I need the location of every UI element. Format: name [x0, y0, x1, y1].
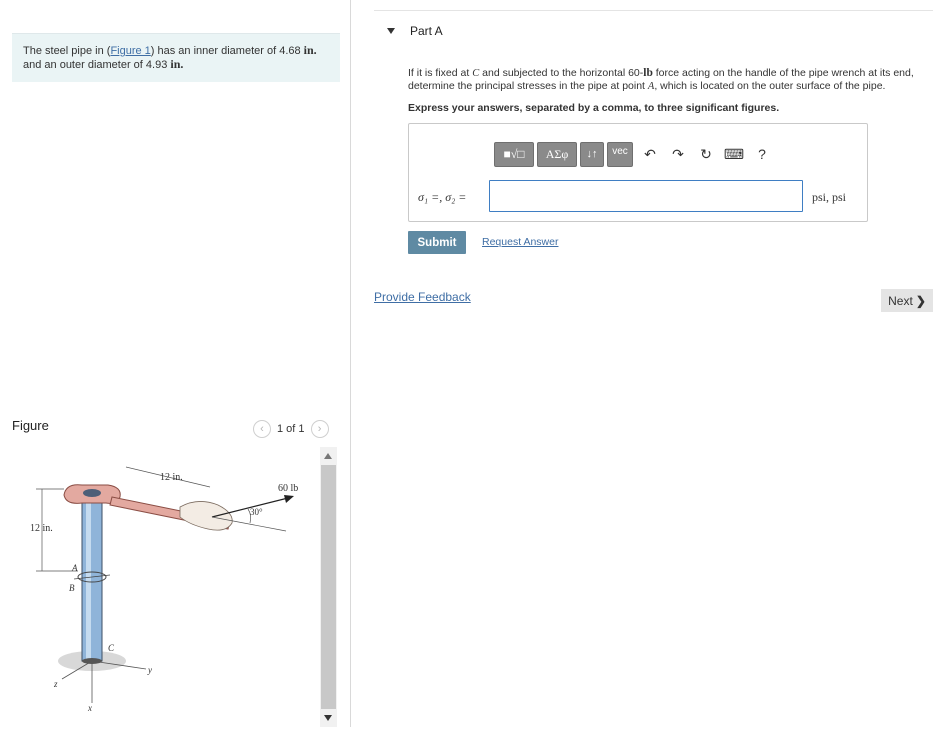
problem-text-inner: ) has an inner diameter of 4.68 [150, 45, 301, 57]
point-c-label: C [108, 643, 115, 653]
wrench-jaw [83, 489, 101, 497]
force-label: 60 lb [278, 483, 299, 494]
part-header[interactable] [374, 10, 933, 52]
part-label: Part A [410, 24, 443, 38]
sigma-label: σ₁ =, σ₂ = [418, 190, 467, 204]
question-part-1: If it is fixed at [408, 67, 470, 79]
axis-y-label: y [148, 665, 152, 675]
question-part-3: force acting on the handle of the pipe wrench at its end, determine the principal stresses in the pipe at point [408, 67, 914, 92]
next-button[interactable] [881, 289, 933, 312]
problem-text-outer: and an outer diameter of 4.93 [23, 59, 168, 71]
unit-lb: lb [643, 67, 653, 79]
right-panel [351, 0, 933, 727]
greek-button[interactable]: ΑΣφ [537, 142, 577, 167]
collapse-caret-icon[interactable] [387, 28, 395, 34]
vec-button[interactable]: vec [607, 142, 633, 167]
scroll-up-icon[interactable] [324, 453, 332, 459]
figure-scrollbar[interactable] [320, 447, 337, 727]
submit-button[interactable]: Submit [408, 231, 466, 254]
pipe-base [82, 658, 102, 664]
arrows-button[interactable]: ↓↑ [580, 142, 604, 167]
unit-in-2: in. [170, 57, 184, 71]
answer-instruction: Express your answers, separated by a comma, to three significant figures. [408, 102, 780, 114]
point-b-label: B [69, 583, 75, 593]
unit-in-1: in. [303, 43, 317, 57]
figure-pager [253, 420, 329, 438]
scroll-thumb[interactable] [321, 465, 336, 709]
redo-icon[interactable]: ↷ [672, 145, 684, 162]
figure-title: Figure [12, 418, 49, 433]
dim-label-top: 12 in. [160, 472, 183, 483]
request-answer-link[interactable]: Request Answer [482, 236, 559, 248]
chevron-right-icon: ❯ [915, 293, 926, 308]
axis-x-label: x [88, 703, 92, 713]
dim-label-left: 12 in. [30, 523, 53, 534]
point-c-ref: C [472, 68, 480, 79]
figure-page-count: 1 of 1 [277, 423, 305, 435]
prev-figure-button[interactable]: ‹ [253, 420, 271, 438]
pipe-wrench-diagram [12, 447, 319, 727]
hand [180, 501, 232, 530]
keyboard-icon[interactable]: ⌨ [723, 145, 745, 162]
figure-link[interactable]: Figure 1 [110, 45, 151, 57]
next-label: Next [888, 293, 913, 308]
point-a-ref: A [647, 81, 655, 92]
provide-feedback-link[interactable]: Provide Feedback [374, 290, 471, 304]
reset-icon[interactable]: ↻ [700, 145, 712, 162]
scroll-down-icon[interactable] [324, 715, 332, 721]
answer-input[interactable] [489, 180, 803, 212]
force-arrowhead [284, 495, 294, 503]
math-toolbar [494, 141, 776, 167]
problem-text: The steel pipe in ( [23, 45, 111, 57]
help-icon[interactable]: ? [758, 146, 766, 162]
figure-image [12, 447, 319, 727]
units-label: psi, psi [812, 190, 847, 204]
problem-statement [12, 33, 340, 82]
undo-icon[interactable]: ↶ [644, 145, 656, 162]
question-text [408, 67, 933, 93]
question-part-4: , which is located on the outer surface of the pipe. [654, 80, 886, 92]
axis-z-label: z [54, 679, 58, 689]
angle-label: 30° [250, 507, 263, 517]
left-panel [0, 0, 350, 727]
point-a-label: A [72, 563, 78, 573]
pipe-highlight [86, 491, 91, 661]
answer-box [408, 123, 868, 222]
question-part-2: and subjected to the horizontal 60- [482, 67, 644, 79]
next-figure-button[interactable]: › [311, 420, 329, 438]
templates-button[interactable]: ■√□ [494, 142, 534, 167]
